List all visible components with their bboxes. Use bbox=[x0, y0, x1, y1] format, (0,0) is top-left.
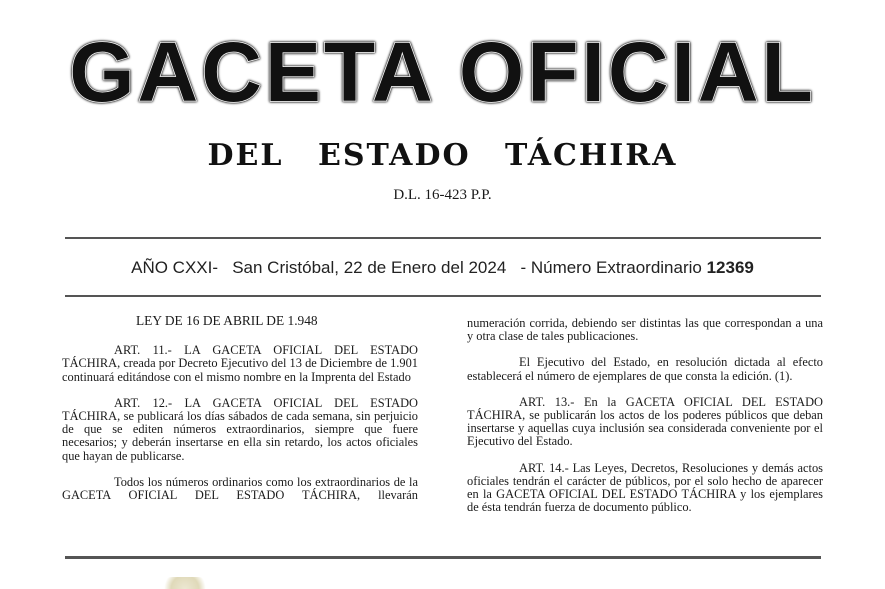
seal-icon bbox=[160, 577, 210, 589]
masthead bbox=[0, 22, 885, 122]
paragraph-numbering: Todos los números ordinarios como los extraordinarios de la GACETA OFICIAL DEL ESTADO TÁCHIRA, llevarán bbox=[62, 474, 418, 503]
article-11: ART. 11.- LA GACETA OFICIAL DEL ESTADO TÁCHIRA, creada por Decreto Ejecutivo del 13 de Diciembre de 1.901 continuará editándose con el mismo nombre en la Imprenta del Estado bbox=[62, 343, 418, 384]
divider-middle bbox=[65, 295, 821, 297]
divider-top bbox=[65, 237, 821, 239]
issue-line bbox=[0, 258, 885, 278]
issue-number: 12369 bbox=[706, 258, 754, 277]
left-column bbox=[62, 314, 418, 515]
paragraph-continuation: numeración corrida, debiendo ser distintas las que correspondan a una y otra clase de tales publicaciones. bbox=[467, 316, 823, 344]
article-14: ART. 14.- Las Leyes, Decretos, Resoluciones y demás actos oficiales tendrán el carácter de públicos, por el solo hecho de aparecer en la GACETA OFICIAL DEL ESTADO TÁCHIRA y los ejemplares de ésta tendrán fuerza de documento público. bbox=[467, 460, 823, 515]
article-12: ART. 12.- LA GACETA OFICIAL DEL ESTADO TÁCHIRA, se publicará los días sábados de cada semana, sin perjuicio de que se editen números extraordinarios, siempre que fuere necesarios; y deberán insertarse en ella sin retardo, los actos oficiales que hayan de publicarse. bbox=[62, 395, 418, 463]
right-column bbox=[467, 317, 823, 527]
masthead-subtitle: DEL ESTADO TÁCHIRA bbox=[207, 138, 678, 173]
article-13: ART. 13.- En la GACETA OFICIAL DEL ESTADO TÁCHIRA, se publicarán los actos de los poderes públicos que deban insertarse y aquellas cuya inclusión sea considerada conveniente por el Ejecutivo del Estado. bbox=[467, 394, 823, 449]
legal-deposit: D.L. 16-423 P.P. bbox=[393, 187, 492, 203]
law-heading: LEY DE 16 DE ABRIL DE 1.948 bbox=[136, 313, 318, 328]
masthead-title: GACETA OFICIAL bbox=[69, 25, 816, 119]
divider-bottom bbox=[65, 556, 821, 559]
paragraph-ejecutivo: El Ejecutivo del Estado, en resolución dictada al efecto establecerá el número de ejemplares de que consta la edición. (1). bbox=[467, 355, 823, 383]
issue-year: AÑO CXXI- bbox=[131, 258, 219, 277]
issue-place-date: San Cristóbal, 22 de Enero del 2024 bbox=[232, 258, 507, 277]
issue-number-label: - Número Extraordinario bbox=[520, 258, 702, 277]
